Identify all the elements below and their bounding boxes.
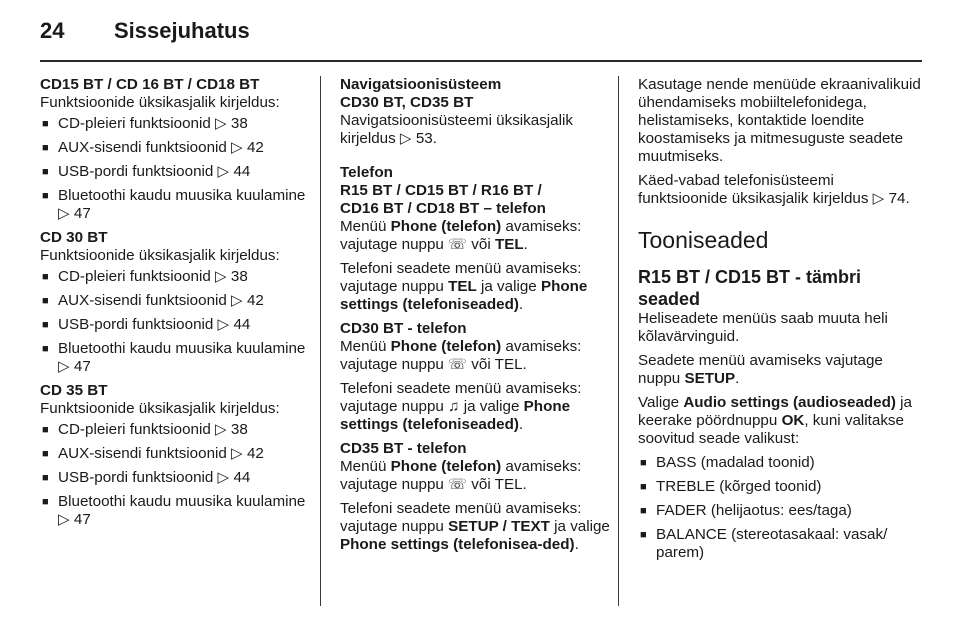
list-item: ■ Bluetoothi kaudu muusika kuulamine ▷ 47 [40, 340, 310, 376]
feature-list [40, 115, 310, 223]
settings-list [638, 454, 923, 562]
column-right [638, 76, 923, 568]
paragraph: Telefoni seadete menüü avamiseks: vajutage nuppu SETUP / TEXT ja valige Phone settings (telefonisea-ded). [340, 500, 610, 553]
list-item: ■ USB-pordi funktsioonid ▷ 44 [40, 316, 310, 334]
list-item: ■ AUX-sisendi funktsioonid ▷ 42 [40, 292, 310, 310]
section-desc: Funktsioonide üksikasjalik kirjeldus: [40, 94, 280, 111]
list-item: ■ Bluetoothi kaudu muusika kuulamine ▷ 47 [40, 187, 310, 223]
list-item: ■ TREBLE (kõrged toonid) [638, 478, 923, 496]
paragraph: Telefoni seadete menüü avamiseks: vajutage nuppu TEL ja valige Phone settings (telefoniseaded). [340, 260, 588, 313]
list-item: ■ CD-pleieri funktsioonid ▷ 38 [40, 115, 310, 133]
list-item: ■ AUX-sisendi funktsioonid ▷ 42 [40, 445, 310, 463]
column-middle [340, 76, 610, 560]
list-item: ■ FADER (helijaotus: ees/taga) [638, 502, 923, 520]
paragraph: Menüü Phone (telefon) avamiseks: vajutage nuppu ☏ või TEL. [340, 458, 582, 493]
list-item: ■ USB-pordi funktsioonid ▷ 44 [40, 163, 310, 181]
header-rule [40, 60, 922, 62]
paragraph: Menüü Phone (telefon) avamiseks: vajutage nuppu ☏ või TEL. [340, 218, 582, 253]
section-title: CD 30 BT [40, 229, 108, 246]
list-item: ■ CD-pleieri funktsioonid ▷ 38 [40, 421, 310, 439]
column-divider [320, 76, 321, 606]
list-item: ■ Bluetoothi kaudu muusika kuulamine ▷ 47 [40, 493, 310, 529]
paragraph: Seadete menüü avamiseks vajutage nuppu SETUP. [638, 352, 883, 387]
section-subtitle: CD35 BT - telefon [340, 440, 467, 457]
feature-list [40, 421, 310, 529]
section-title: Navigatsioonisüsteem [340, 76, 502, 93]
section-desc: Funktsioonide üksikasjalik kirjeldus: [40, 400, 280, 417]
section-title: CD15 BT / CD 16 BT / CD18 BT [40, 76, 260, 93]
section-subtitle: CD16 BT / CD18 BT – telefon [340, 200, 546, 217]
section-desc: Funktsioonide üksikasjalik kirjeldus: [40, 247, 280, 264]
paragraph: Valige Audio settings (audioseaded) ja keerake pöördnuppu OK, kuni valitakse soovitud seade valikust: [638, 394, 912, 447]
list-item: ■ USB-pordi funktsioonid ▷ 44 [40, 469, 310, 487]
section-subtitle: R15 BT / CD15 BT / R16 BT / [340, 182, 542, 199]
section-title: CD 35 BT [40, 382, 108, 399]
page-number: 24 [40, 18, 65, 43]
page-title: Sissejuhatus [114, 18, 250, 43]
list-item: ■ AUX-sisendi funktsioonid ▷ 42 [40, 139, 310, 157]
page-header [40, 18, 920, 48]
list-item: ■ BALANCE (stereotasakaal: vasak/ parem) [638, 526, 923, 562]
paragraph: Navigatsioonisüsteemi üksikasjalik kirjeldus ▷ 53. [340, 112, 573, 147]
subsection-heading: R15 BT / CD15 BT - tämbri seaded [638, 267, 862, 309]
paragraph: Menüü Phone (telefon) avamiseks: vajutage nuppu ☏ või TEL. [340, 338, 582, 373]
list-item: ■ BASS (madalad toonid) [638, 454, 923, 472]
section-subtitle: CD30 BT - telefon [340, 320, 467, 337]
section-title: Telefon [340, 164, 393, 181]
section-subtitle: CD30 BT, CD35 BT [340, 94, 474, 111]
paragraph: Kasutage nende menüüde ekraanivalikuid ühendamiseks mobiiltelefonidega, helistamiseks, kontaktide loendite koostamiseks ja mitmesuguste seadete muutmiseks. [638, 76, 921, 165]
paragraph: Käed-vabad telefonisüsteemi funktsioonide üksikasjalik kirjeldus ▷ 74. [638, 172, 910, 207]
paragraph: Telefoni seadete menüü avamiseks: vajutage nuppu ♫ ja valige Phone settings (telefoniseaded). [340, 380, 582, 433]
column-divider [618, 76, 619, 606]
paragraph: Heliseadete menüüs saab muuta heli kõlavärvinguid. [638, 310, 888, 345]
section-heading: Tooniseaded [638, 227, 769, 253]
feature-list [40, 268, 310, 376]
list-item: ■ CD-pleieri funktsioonid ▷ 38 [40, 268, 310, 286]
column-left [40, 76, 310, 535]
